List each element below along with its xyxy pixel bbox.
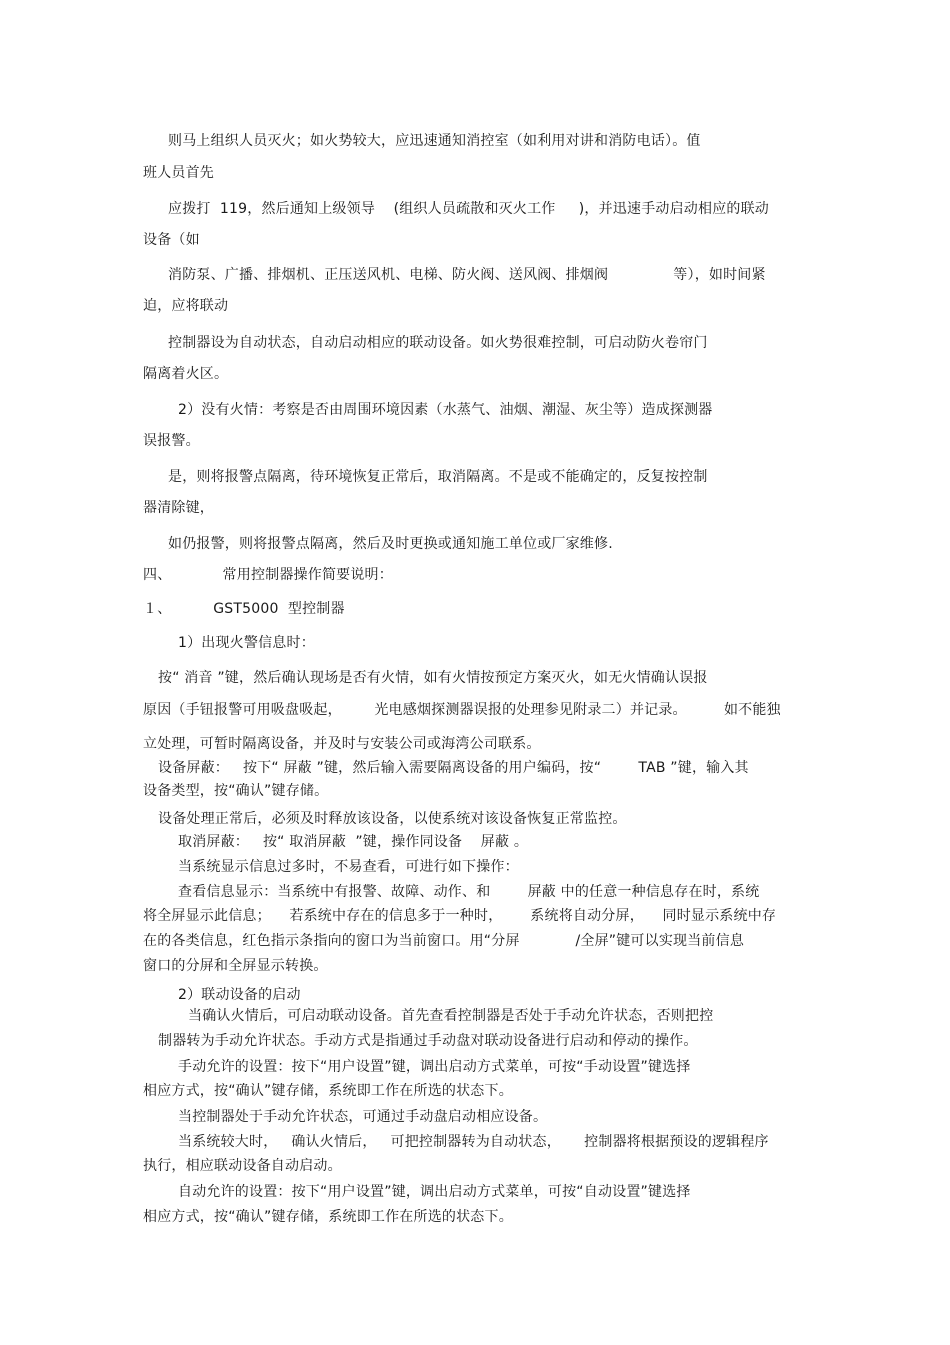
- text-line: 当确认火情后，可启动联动设备。首先查看控制器是否处于手动允许状态，否则把控: [188, 1008, 714, 1024]
- subsection-heading: １、 GST5000 型控制器: [143, 601, 345, 617]
- text-line: 查看信息显示：当系统中有报警、故障、动作、和 屏蔽 中的任意一种信息存在时，系统: [178, 884, 760, 900]
- text-line: 按“ 消音 ”键，然后确认现场是否有火情，如有火情按预定方案灭火，如无火情确认误报: [158, 670, 708, 686]
- text-line: 立处理，可暂时隔离设备，并及时与安装公司或海湾公司联系。: [143, 736, 541, 752]
- text-line: 当系统显示信息过多时，不易查看，可进行如下操作：: [178, 859, 519, 875]
- text-line: 执行，相应联动设备自动启动。: [143, 1158, 342, 1174]
- text-line: 班人员首先: [143, 165, 214, 181]
- text-line: 器清除键，: [143, 500, 214, 516]
- text-line: 设备类型，按“确认”键存储。: [143, 783, 329, 799]
- text-line: 将全屏显示此信息； 若系统中存在的信息多于一种时， 系统将自动分屏， 同时显示系统中存: [143, 908, 777, 924]
- text-line: 取消屏蔽： 按“ 取消屏蔽 ”键，操作同设备 屏蔽 。: [178, 834, 529, 850]
- text-line: 如仍报警，则将报警点隔离，然后及时更换或通知施工单位或厂家维修.: [168, 536, 613, 552]
- text-line: 迫，应将联动: [143, 298, 229, 314]
- text-line: 在的各类信息，红色指示条指向的窗口为当前窗口。用“分屏 /全屏”键可以实现当前信息: [143, 933, 745, 949]
- text-line: 相应方式，按“确认”键存储，系统即工作在所选的状态下。: [143, 1083, 513, 1099]
- text-line: 2）没有火情：考察是否由周围环境因素（水蒸气、油烟、潮湿、灰尘等）造成探测器: [178, 402, 713, 418]
- section-heading: 四、 常用控制器操作简要说明：: [143, 567, 393, 583]
- text-line: 当控制器处于手动允许状态，可通过手动盘启动相应设备。: [178, 1109, 548, 1125]
- item-heading: 2）联动设备的启动: [178, 987, 301, 1003]
- text-line: 设备屏蔽： 按下“ 屏蔽 ”键，然后输入需要隔离设备的用户编码，按“ TAB ”键，输入其: [158, 760, 749, 776]
- text-line: 应拨打 119，然后通知上级领导 (组织人员疏散和灭火工作 )，并迅速手动启动相应的联动: [168, 201, 769, 217]
- text-line: 制器转为手动允许状态。手动方式是指通过手动盘对联动设备进行启动和停动的操作。: [158, 1033, 698, 1049]
- text-line: 是，则将报警点隔离，待环境恢复正常后，取消隔离。不是或不能确定的，反复按控制: [168, 469, 708, 485]
- text-line: 隔离着火区。: [143, 366, 229, 382]
- text-line: 相应方式，按“确认”键存储，系统即工作在所选的状态下。: [143, 1209, 513, 1225]
- text-line: 当系统较大时， 确认火情后， 可把控制器转为自动状态， 控制器将根据预设的逻辑程序: [178, 1134, 769, 1150]
- text-line: 手动允许的设置：按下“用户设置”键，调出启动方式菜单，可按“手动设置”键选择: [178, 1059, 691, 1075]
- text-line: 则马上组织人员灭火；如火势较大，应迅速通知消控室（如利用对讲和消防电话）。值: [168, 133, 701, 149]
- text-line: 误报警。: [143, 433, 200, 449]
- item-heading: 1）出现火警信息时：: [178, 635, 315, 651]
- text-line: 原因（手钮报警可用吸盘吸起， 光电感烟探测器误报的处理参见附录二）并记录。 如不能独: [143, 702, 781, 718]
- text-line: 消防泵、广播、排烟机、正压送风机、电梯、防火阀、送风阀、排烟阀 等），如时间紧: [168, 267, 766, 283]
- text-line: 控制器设为自动状态，自动启动相应的联动设备。如火势很难控制，可启动防火卷帘门: [168, 335, 708, 351]
- text-line: 窗口的分屏和全屏显示转换。: [143, 958, 328, 974]
- text-line: 设备（如: [143, 232, 200, 248]
- text-line: 自动允许的设置：按下“用户设置”键，调出启动方式菜单，可按“自动设置”键选择: [178, 1184, 691, 1200]
- text-line: 设备处理正常后，必须及时释放该设备，以使系统对该设备恢复正常监控。: [158, 811, 627, 827]
